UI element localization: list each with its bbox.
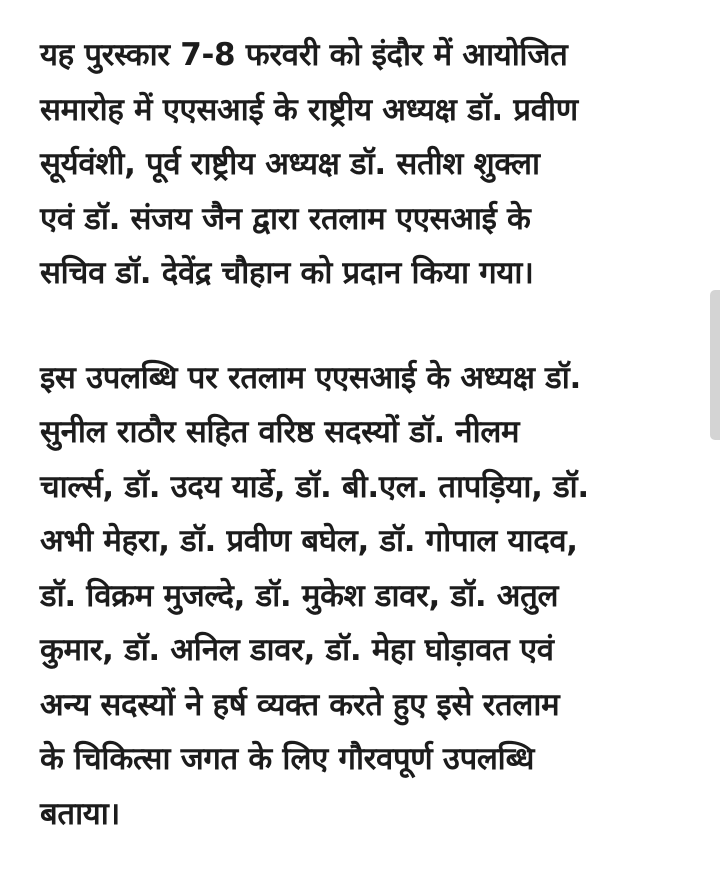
article-body	[40, 28, 700, 841]
paragraph-spacer	[40, 301, 700, 351]
text-line: सचिव डॉ. देवेंद्र चौहान को प्रदान किया गया।	[40, 255, 534, 291]
text-line: एवं डॉ. संजय जैन द्वारा रतलाम एएसआई के	[40, 200, 531, 237]
text-line: अभी मेहरा, डॉ. प्रवीण बघेल, डॉ. गोपाल यादव,	[40, 523, 578, 559]
text-line: इस उपलब्धि पर रतलाम एएसआई के अध्यक्ष डॉ.	[40, 359, 581, 396]
text-line: चार्ल्स, डॉ. उदय यार्डे, डॉ. बी.एल. तापड़िया, डॉ.	[40, 468, 589, 505]
text-line: कुमार, डॉ. अनिल डावर, डॉ. मेहा घोड़ावत एवं	[40, 632, 554, 668]
scrollbar-thumb[interactable]	[710, 290, 720, 440]
text-line: सूर्यवंशी, पूर्व राष्ट्रीय अध्यक्ष डॉ. सतीश शुक्ला	[40, 146, 540, 182]
text-line: के चिकित्सा जगत के लिए गौरवपूर्ण उपलब्धि	[40, 741, 535, 777]
text-line: यह पुरस्कार 7-8 फरवरी को इंदौर में आयोजित	[40, 37, 568, 73]
text-line: समारोह में एएसआई के राष्ट्रीय अध्यक्ष डॉ. प्रवीण	[40, 91, 578, 128]
text-line: डॉ. विक्रम मुजल्दे, डॉ. मुकेश डावर, डॉ. अतुल	[40, 577, 559, 614]
text-line: बताया।	[40, 795, 120, 832]
text-line: अन्य सदस्यों ने हर्ष व्यक्त करते हुए इसे रतलाम	[40, 686, 560, 723]
paragraph-congratulations	[40, 351, 700, 842]
text-line: सुनील राठौर सहित वरिष्ठ सदस्यों डॉ. नीलम	[40, 414, 520, 450]
paragraph-award-ceremony	[40, 28, 700, 301]
